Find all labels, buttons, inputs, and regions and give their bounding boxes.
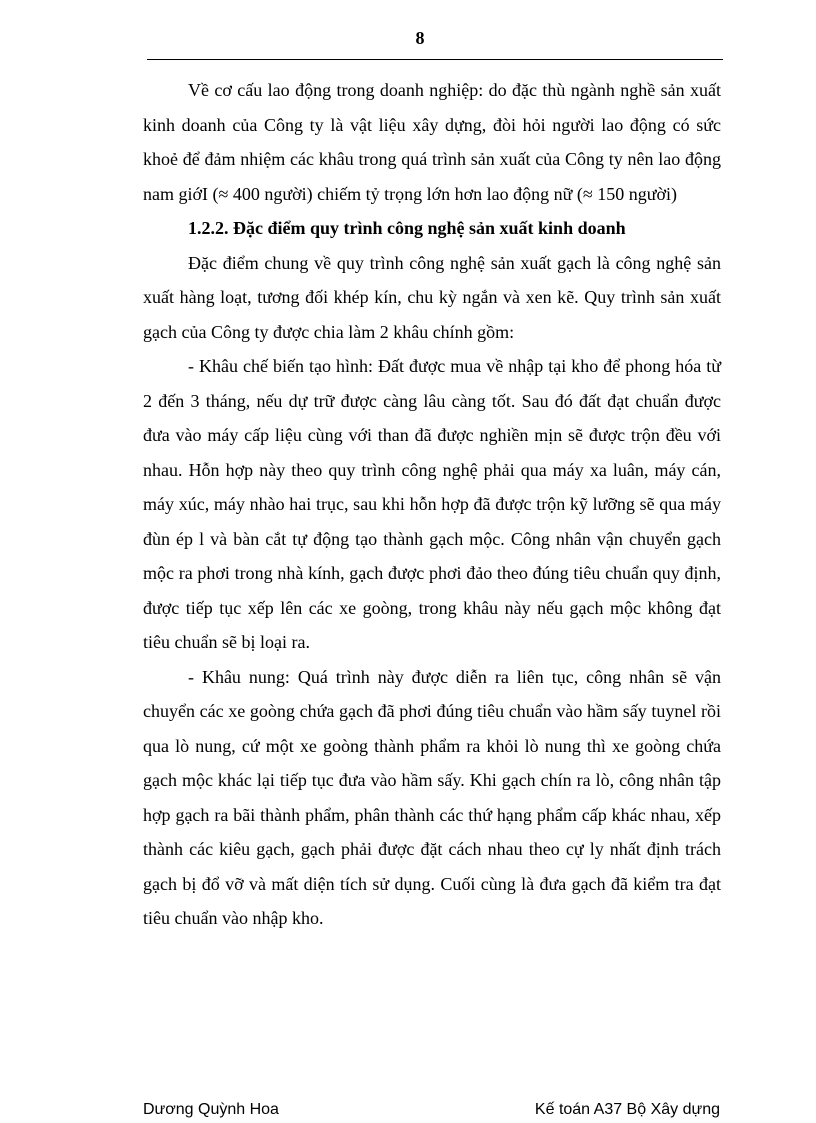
paragraph-firing-stage: - Khâu nung: Quá trình này được diễn ra liên tục, công nhân sẽ vận chuyển các xe goòng chứa gạch đã phơi đúng tiêu chuẩn vào hầm sấy tuynel rồi qua lò nung, cứ một xe goòng thành phẩm ra khỏi lò nung thì xe goòng chứa gạch mộc khác lại tiếp tục đưa vào hầm sấy. Khi gạch chín ra lò, công nhân tập hợp gạch ra bãi thành phẩm, phân thành các thứ hạng phẩm cấp khác nhau, xếp thành các kiêu gạch, gạch phải được đặt cách nhau theo cự ly nhất định trách gạch bị đổ vỡ và mất diện tích sử dụng. Cuối cùng là đưa gạch đã kiểm tra đạt tiêu chuẩn vào nhập kho.	[143, 666, 721, 928]
footer-author: Dương Quỳnh Hoa	[143, 1101, 279, 1118]
section-heading: 1.2.2. Đặc điểm quy trình công nghệ sản xuất kinh doanh	[188, 218, 626, 238]
header-divider	[147, 59, 723, 60]
page-number: 8	[415, 28, 425, 48]
paragraph-forming-stage: - Khâu chế biến tạo hình: Đất được mua về nhập tại kho để phong hóa từ 2 đến 3 tháng, nếu dự trữ được càng lâu càng tốt. Sau đó đất đạt chuẩn được đưa vào máy cấp liệu cùng với than đã được nghiền mịn sẽ được trộn đều với nhau. Hỗn hợp này theo quy trình công nghệ phải qua máy xa luân, máy cán, máy xúc, máy nhào hai trục, sau khi hỗn hợp đã được trộn kỹ lưỡng sẽ qua máy đùn ép l và bàn cắt tự động tạo thành gạch mộc. Công nhân vận chuyển gạch mộc ra phơi trong nhà kính, gạch được phơi đảo theo đúng tiêu chuẩn quy định, được tiếp tục xếp lên các xe goòng, trong khâu này nếu gạch mộc không đạt tiêu chuẩn sẽ bị loại ra.	[143, 356, 721, 652]
paragraph-labor-structure: Về cơ cấu lao động trong doanh nghiệp: do đặc thù ngành nghề sản xuất kinh doanh của Công ty là vật liệu xây dựng, đòi hỏi người lao động có sức khoẻ để đảm nhiệm các khâu trong quá trình sản xuất của Công ty nên lao động nam giớI (≈ 400 người) chiếm tỷ trọng lớn hơn lao động nữ (≈ 150 người)	[143, 80, 721, 204]
paragraph-process-overview: Đặc điểm chung về quy trình công nghệ sản xuất gạch là công nghệ sản xuất hàng loạt, tương đối khép kín, chu kỳ ngắn và xen kẽ. Quy trình sản xuất gạch của Công ty được chia làm 2 khâu chính gồm:	[143, 252, 721, 342]
document-body	[143, 73, 721, 936]
footer-course: Kế toán A37 Bộ Xây dựng	[534, 1101, 720, 1118]
